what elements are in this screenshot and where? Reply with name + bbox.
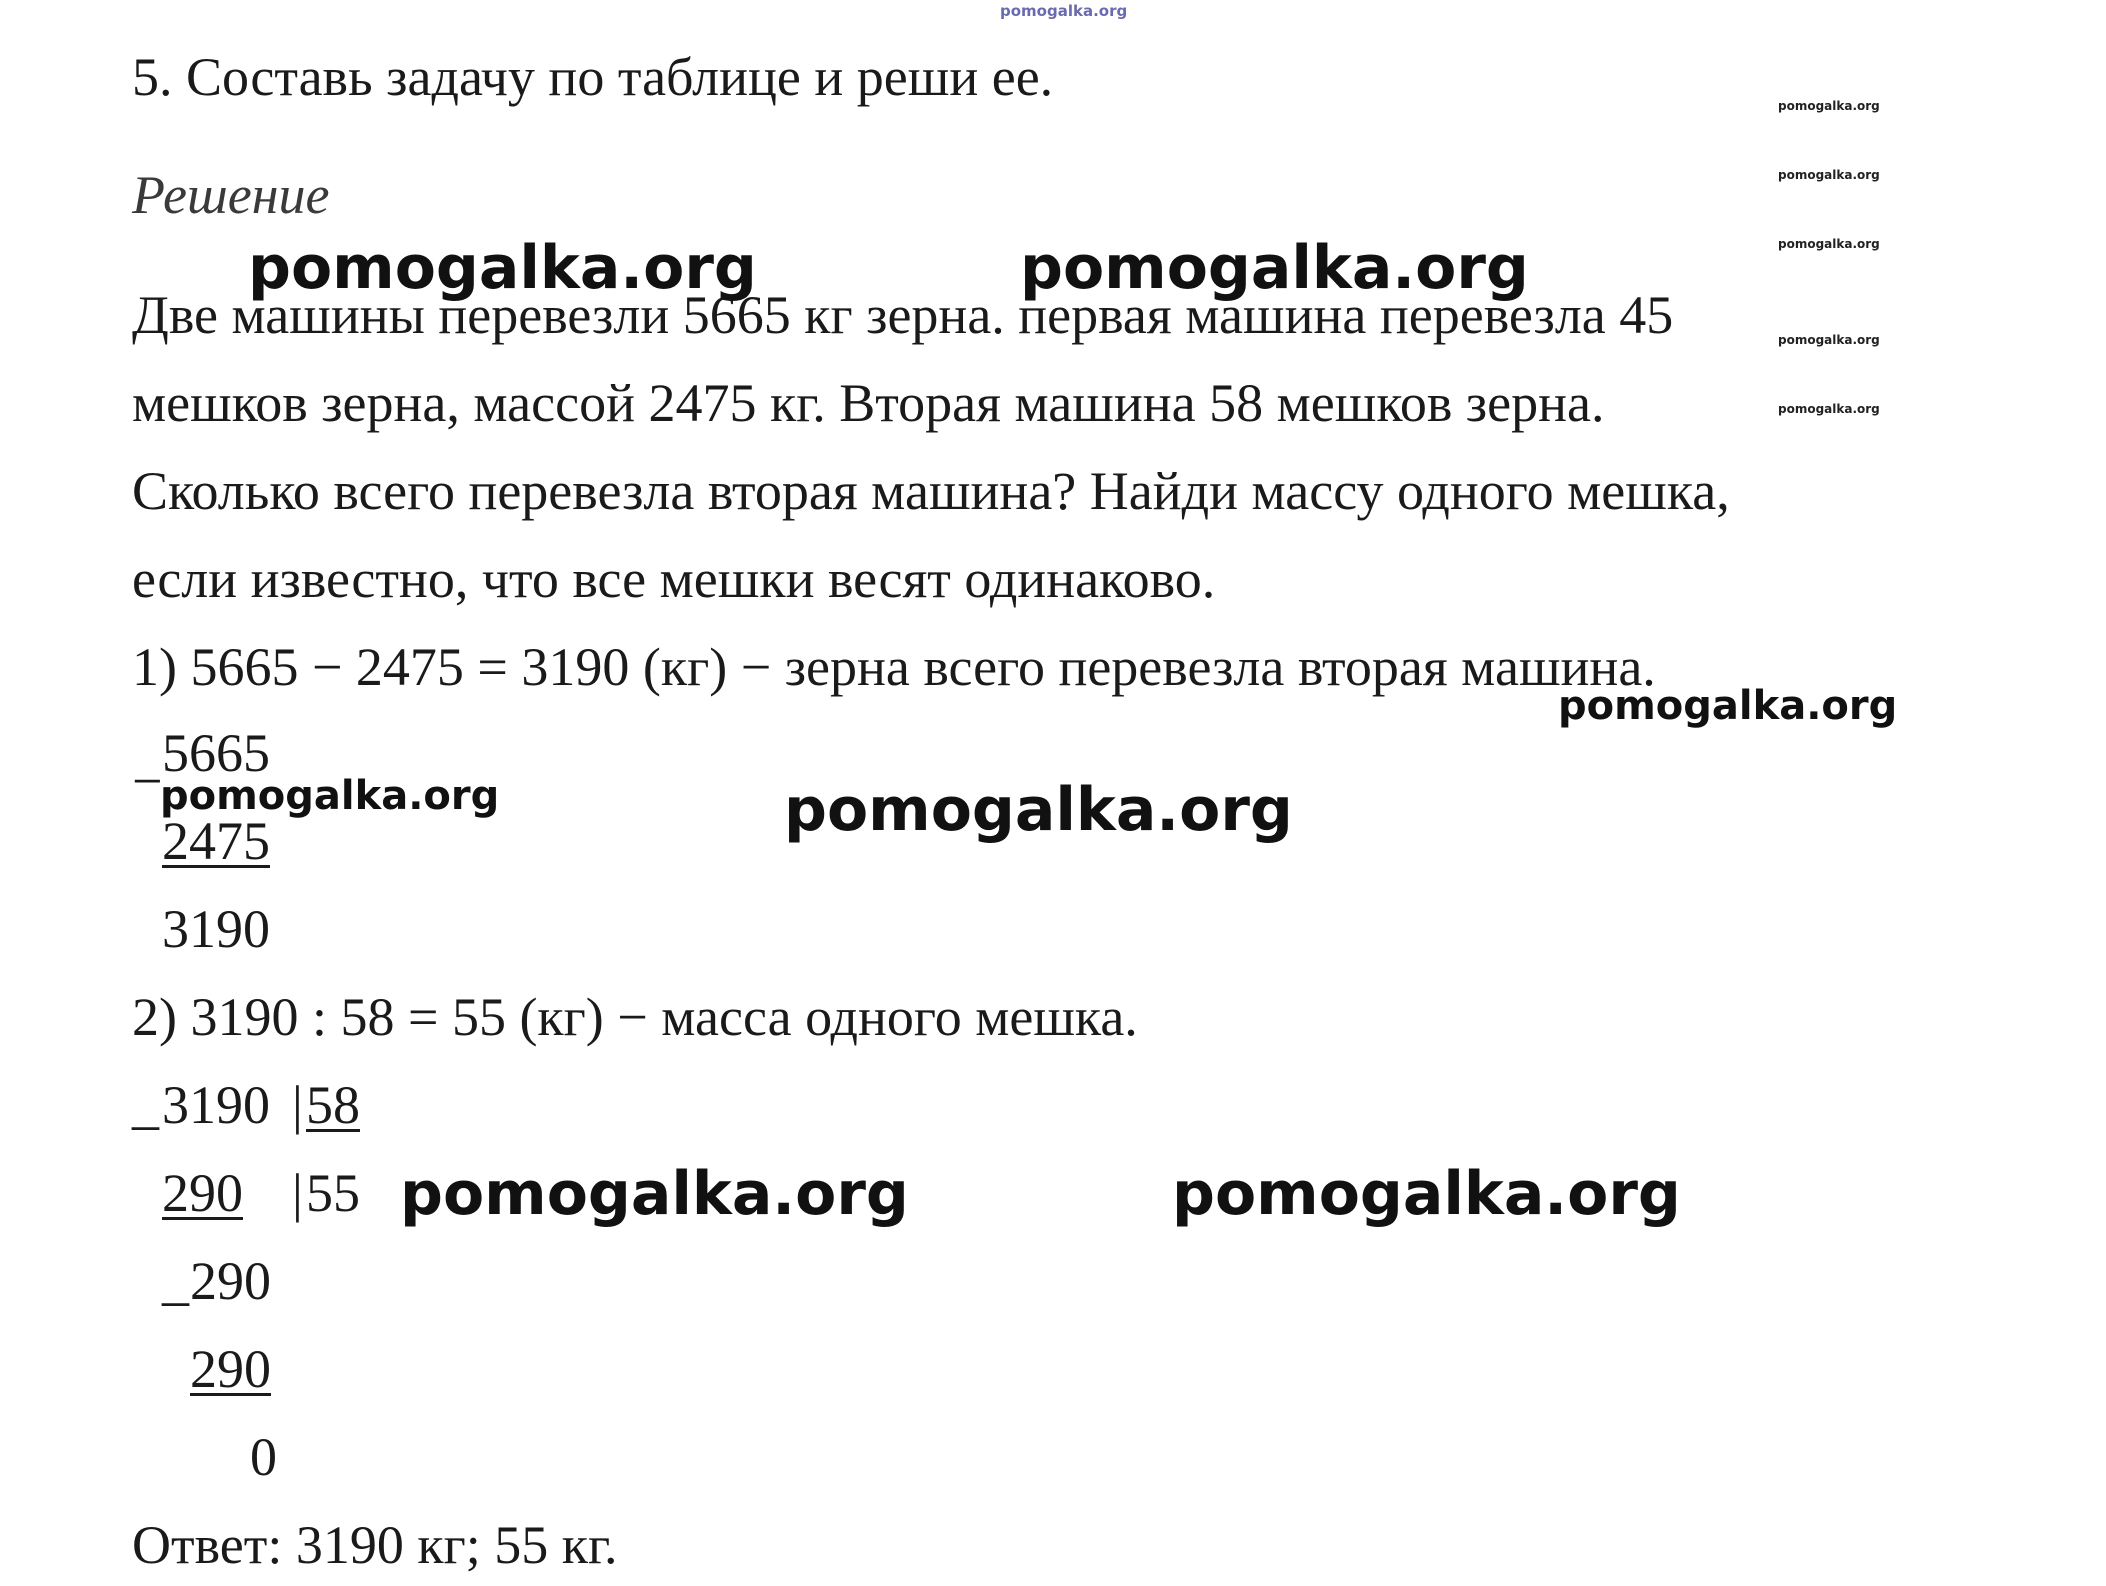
watermark: pomogalka.org [1020, 233, 1529, 303]
problem-line-3: Сколько всего перевезла вторая машина? Найди массу одного мешка, [132, 461, 1730, 521]
step-2: 2) 3190 : 58 = 55 (кг) − масса одного мешка. [132, 987, 1138, 1047]
task-title: 5. Составь задачу по таблице и реши ее. [132, 47, 1054, 107]
watermark: pomogalka.org [400, 1159, 909, 1229]
problem-line-1: Две машины перевезли 5665 кг зерна. первая машина перевезла 45 [132, 285, 1674, 345]
division-divisor: 58 [306, 1075, 360, 1135]
subtraction-subtrahend: 2475 [162, 811, 270, 871]
subtraction-sign: − [132, 751, 163, 811]
subtraction-result: 3190 [162, 899, 270, 959]
watermark: pomogalka.org [1778, 168, 1880, 182]
division-remainder: 0 [250, 1427, 277, 1487]
division-quotient: 55 [306, 1163, 360, 1223]
watermark: pomogalka.org [784, 775, 1293, 845]
watermark: pomogalka.org [160, 773, 500, 819]
division-partial: 290 [190, 1251, 271, 1311]
division-sign: _ [162, 1251, 189, 1311]
problem-line-2: мешков зерна, массой 2475 кг. Вторая машина 58 мешков зерна. [132, 373, 1605, 433]
division-bar: | [292, 1075, 303, 1135]
step-1: 1) 5665 − 2475 = 3190 (кг) − зерна всего перевезла вторая машина. [132, 637, 1656, 697]
watermark: pomogalka.org [1778, 402, 1880, 416]
subtraction-minuend: 5665 [162, 723, 270, 783]
watermark: pomogalka.org [248, 233, 757, 303]
answer: Ответ: 3190 кг; 55 кг. [132, 1515, 618, 1575]
division-subtract-2: 290 [190, 1339, 271, 1399]
division-dividend: 3190 [162, 1075, 270, 1135]
watermark: pomogalka.org [1558, 683, 1898, 729]
division-sign: _ [132, 1075, 159, 1135]
division-bar: | [292, 1163, 303, 1223]
watermark: pomogalka.org [1778, 237, 1880, 251]
watermark: pomogalka.org [1778, 99, 1880, 113]
watermark: pomogalka.org [1778, 333, 1880, 347]
solution-label: Решение [132, 165, 330, 225]
watermark: pomogalka.org [1172, 1159, 1681, 1229]
problem-line-4: если известно, что все мешки весят одинаково. [132, 549, 1216, 609]
division-subtract-1: 290 [162, 1163, 243, 1223]
watermark: pomogalka.org [1000, 2, 1128, 20]
